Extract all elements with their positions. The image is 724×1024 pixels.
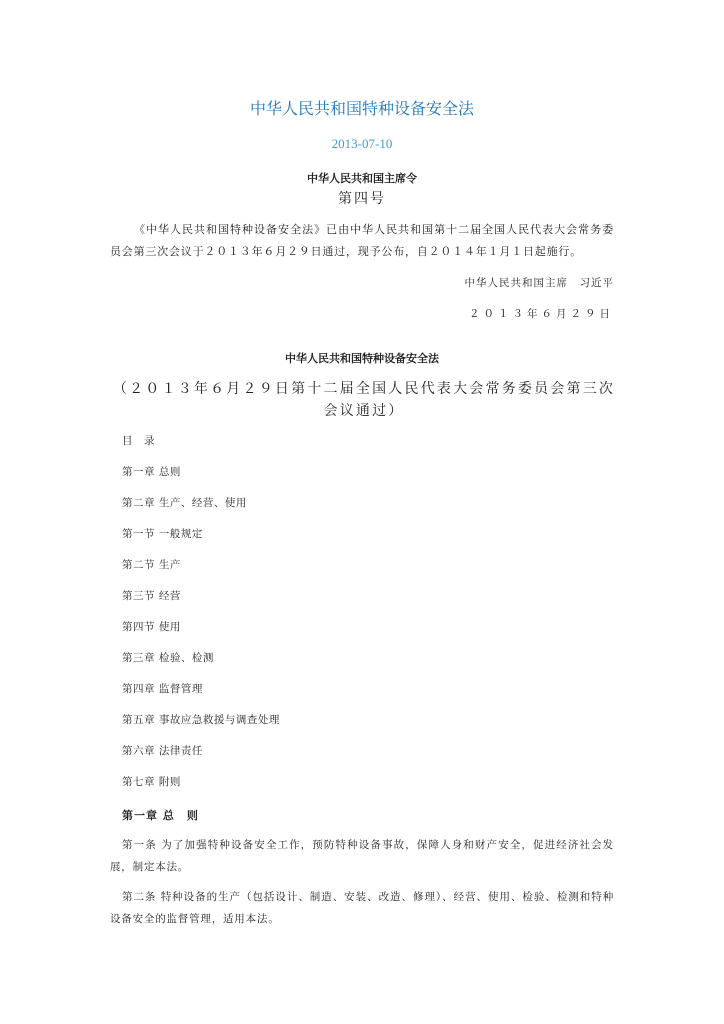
toc-item: 第二章 生产、经营、使用 (122, 497, 247, 509)
decree-number: 第四号 (338, 191, 386, 207)
law-subtitle: （２０１３年６月２９日第十二届全国人民代表大会常务委员会第三次会议通过） (112, 381, 616, 419)
decree-signer: 中华人民共和国主席 习近平 (464, 277, 614, 289)
chapter-heading: 第一章 总 则 (122, 809, 199, 822)
toc-item: 第四节 使用 (122, 621, 181, 633)
article-2: 第二条 特种设备的生产（包括设计、制造、安装、改造、修理）、经营、使用、检验、检测和特种设备安全的监督管理，适用本法。 (110, 891, 614, 925)
toc-item: 第三节 经营 (122, 590, 181, 602)
toc-item: 第四章 监督管理 (122, 683, 203, 695)
toc-item: 第七章 附则 (122, 776, 181, 788)
toc-item: 第五章 事故应急救援与调查处理 (122, 714, 280, 726)
decree-sign-date: ２０１３年６月２９日 (469, 308, 614, 320)
toc-heading: 目 录 (122, 435, 155, 447)
toc-item: 第六章 法律责任 (122, 745, 203, 757)
toc-item: 第二节 生产 (122, 559, 181, 571)
publish-date: 2013-07-10 (331, 136, 393, 151)
law-title: 中华人民共和国特种设备安全法 (285, 352, 439, 365)
toc-item: 第一节 一般规定 (122, 528, 203, 540)
article-1: 第一条 为了加强特种设备安全工作，预防特种设备事故，保障人身和财产安全，促进经济社会发展，制定本法。 (110, 839, 614, 873)
page-title: 中华人民共和国特种设备安全法 (249, 99, 474, 118)
decree-body: 《中华人民共和国特种设备安全法》已由中华人民共和国第十二届全国人民代表大会常务委员会第三次会议于２０１３年６月２９日通过，现予公布，自２０１４年１月１日起施行。 (110, 223, 614, 258)
toc-item: 第一章 总则 (122, 466, 181, 478)
decree-heading: 中华人民共和国主席令 (307, 172, 417, 185)
toc-item: 第三章 检验、检测 (122, 652, 214, 664)
